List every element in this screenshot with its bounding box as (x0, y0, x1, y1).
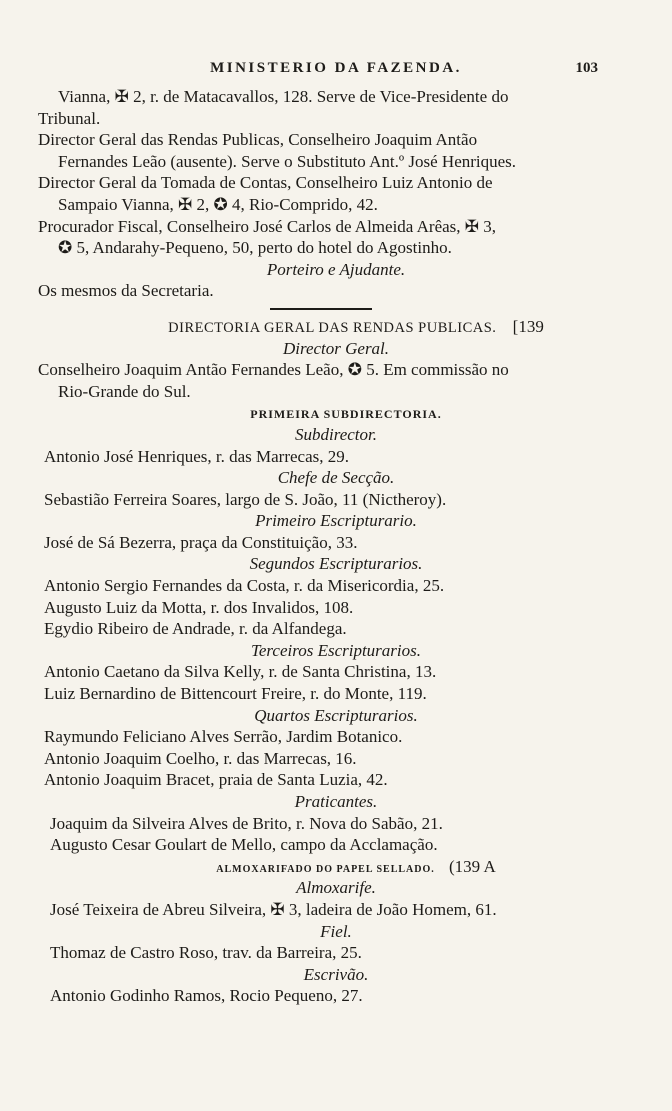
section-heading: Fiel. (320, 921, 352, 941)
section-heading: Praticantes. (294, 792, 378, 811)
almoxarifado-heading-line (0, 856, 672, 878)
text-line: Director Geral da Tomada de Contas, Conselheiro Luiz Antonio de (38, 173, 493, 193)
list-item: Antonio Sergio Fernandes da Costa, r. da Misericordia, 25. (44, 576, 445, 596)
text-line: Fernandes Leão (ausente). Serve o Substituto Ant.º José Henriques. (58, 151, 517, 171)
text-line: Conselheiro Joaquim Antão Fernandes Leão, ✪ 5. Em commissão no (38, 360, 509, 380)
almoxarifado-heading: ALMOXARIFADO DO PAPEL SELLADO. (216, 863, 435, 875)
directoria-heading: DIRECTORIA GERAL DAS RENDAS PUBLICAS. (168, 319, 497, 336)
section-heading: Almoxarife. (296, 878, 376, 898)
subdirectoria-heading: PRIMEIRA SUBDIRECTORIA. (250, 407, 442, 422)
section-heading: Porteiro e Ajudante. (266, 259, 406, 279)
list-item: Raymundo Feliciano Alves Serrão, Jardim Botanico. (44, 727, 403, 747)
text-line: Antonio Godinho Ramos, Rocio Pequeno, 27. (50, 986, 363, 1006)
section-heading: Subdirector. (294, 424, 377, 444)
section-divider (0, 302, 672, 316)
text-line: Director Geral das Rendas Publicas, Conselheiro Joaquim Antão (38, 130, 478, 150)
directoria-heading-line (0, 316, 672, 338)
list-item: Augusto Cesar Goulart de Mello, campo da Acclamação. (50, 835, 438, 855)
text-line: Antonio José Henriques, r. das Marrecas, 29. (44, 446, 349, 466)
text-line: Tribunal. (38, 108, 101, 128)
list-item: Egydio Ribeiro de Andrade, r. da Alfandega. (44, 619, 347, 639)
section-heading: Director Geral. (282, 338, 390, 358)
text-line: José Teixeira de Abreu Silveira, ✠ 3, ladeira de João Homem, 61. (50, 899, 497, 919)
almoxarifado-ref: (139 A (449, 856, 496, 876)
text-line: José de Sá Bezerra, praça da Constituição, 33. (44, 532, 358, 552)
section-heading: Escrivão. (303, 964, 369, 984)
text-line: Vianna, ✠ 2, r. de Matacavallos, 128. Serve de Vice-Presidente do (58, 87, 509, 106)
subsection-heading-line (0, 402, 672, 424)
section-heading: Chefe de Secção. (277, 468, 395, 488)
list-item: Antonio Joaquim Bracet, praia de Santa Luzia, 42. (44, 770, 388, 790)
text-line: ✪ 5, Andarahy-Pequeno, 50, perto do hotel do Agostinho. (58, 238, 452, 258)
text-line: Rio-Grande do Sul. (58, 381, 191, 401)
text-line: Thomaz de Castro Roso, trav. da Barreira, 25. (50, 943, 362, 963)
page-title: MINISTERIO DA FAZENDA. (210, 60, 462, 76)
text-line: Os mesmos da Secretaria. (38, 281, 214, 301)
list-item: Antonio Joaquim Coelho, r. das Marrecas, 16. (44, 748, 357, 768)
list-item: Augusto Luiz da Motta, r. dos Invalidos, 108. (44, 597, 354, 617)
section-heading: Terceiros Escripturarios. (250, 640, 422, 660)
page-body (0, 86, 672, 1007)
page-number: 103 (575, 60, 598, 76)
directoria-ref: [139 (512, 316, 544, 336)
running-header (0, 60, 672, 84)
section-heading: Primeiro Escripturario. (255, 511, 417, 531)
text-line: Procurador Fiscal, Conselheiro José Carlos de Almeida Arêas, ✠ 3, (38, 216, 497, 236)
section-heading: Quartos Escripturarios. (254, 705, 418, 725)
list-item: Joaquim da Silveira Alves de Brito, r. Nova do Sabão, 21. (50, 813, 443, 833)
text-line: Sebastião Ferreira Soares, largo de S. João, 11 (Nictheroy). (44, 489, 447, 509)
list-item: Luiz Bernardino de Bittencourt Freire, r. do Monte, 119. (44, 684, 427, 704)
text-line: Sampaio Vianna, ✠ 2, ✪ 4, Rio-Comprido, 42. (58, 194, 378, 214)
list-item: Antonio Caetano da Silva Kelly, r. de Santa Christina, 13. (44, 662, 437, 682)
section-heading: Segundos Escripturarios. (249, 554, 423, 574)
